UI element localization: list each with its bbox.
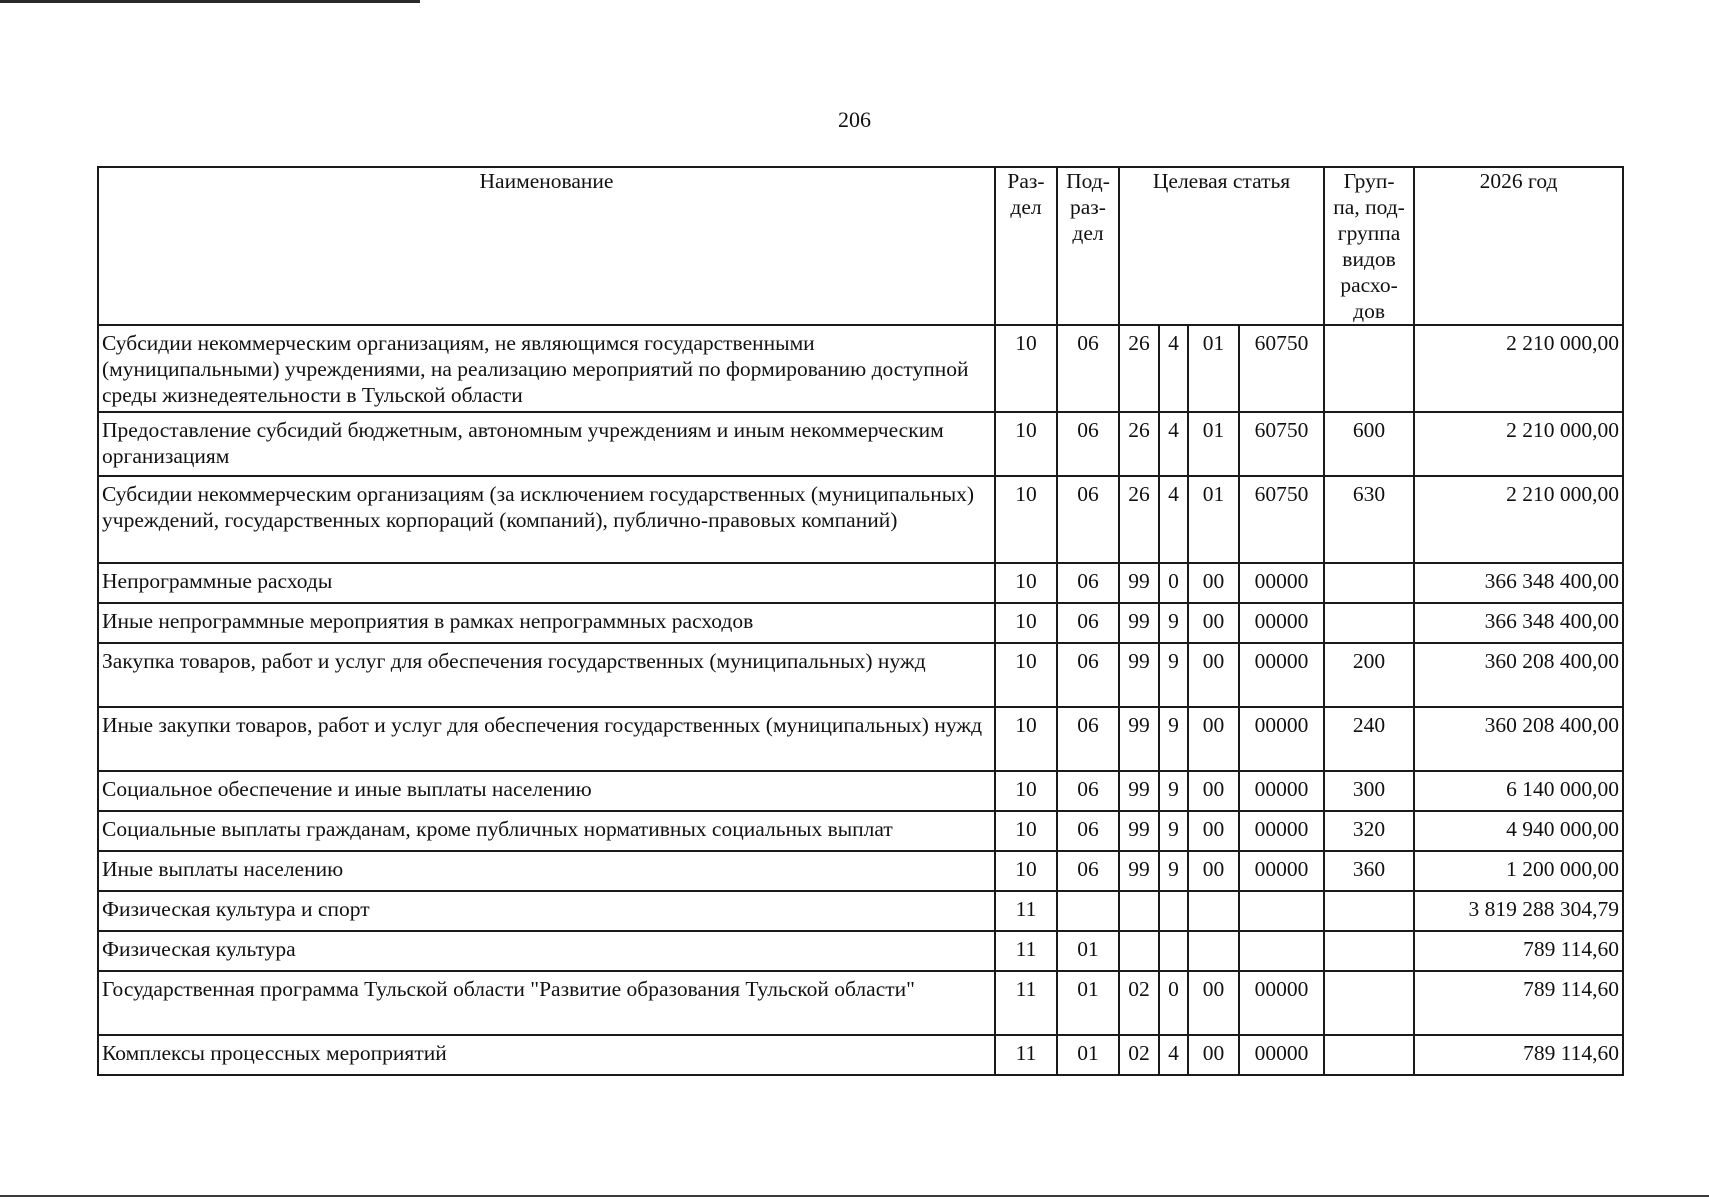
row-subsection-cell: 01 bbox=[1057, 1035, 1119, 1075]
row-target-direction-cell: 00000 bbox=[1239, 643, 1324, 707]
row-section-cell: 11 bbox=[995, 1035, 1057, 1075]
row-subsection-cell: 06 bbox=[1057, 476, 1119, 563]
row-name-cell: Иные непрограммные мероприятия в рамках непрограммных расходов bbox=[98, 603, 995, 643]
header-section bbox=[995, 167, 1057, 325]
header-group-line: расхо- bbox=[1340, 273, 1398, 297]
row-expense-group-cell bbox=[1324, 1035, 1414, 1075]
row-target-program-cell: 26 bbox=[1119, 325, 1159, 412]
row-section-cell: 10 bbox=[995, 707, 1057, 771]
row-target-program-cell bbox=[1119, 931, 1159, 971]
row-section-cell: 10 bbox=[995, 325, 1057, 412]
row-expense-group-cell: 360 bbox=[1324, 851, 1414, 891]
row-expense-group-cell: 200 bbox=[1324, 643, 1414, 707]
table-row bbox=[98, 563, 1623, 603]
header-group-line: Груп- bbox=[1343, 169, 1395, 193]
row-target-subprogram-cell bbox=[1159, 931, 1188, 971]
row-target-program-cell: 99 bbox=[1119, 603, 1159, 643]
scan-edge-top bbox=[0, 0, 420, 3]
row-name-cell: Субсидии некоммерческим организациям, не являющимся государственными (муниципальными) учреждениями, на реализацию мероприятий по формированию доступной среды жизнедеятельности в Тульской области bbox=[98, 325, 995, 412]
table-row bbox=[98, 707, 1623, 771]
row-subsection-cell: 06 bbox=[1057, 563, 1119, 603]
row-target-direction-cell bbox=[1239, 931, 1324, 971]
row-name-cell: Физическая культура bbox=[98, 931, 995, 971]
row-target-direction-cell bbox=[1239, 891, 1324, 931]
header-subsection bbox=[1057, 167, 1119, 325]
row-target-subprogram-cell: 9 bbox=[1159, 851, 1188, 891]
row-amount-cell: 3 819 288 304,79 bbox=[1414, 891, 1623, 931]
row-name-cell: Социальное обеспечение и иные выплаты населению bbox=[98, 771, 995, 811]
row-target-direction-cell: 60750 bbox=[1239, 325, 1324, 412]
row-amount-cell: 360 208 400,00 bbox=[1414, 707, 1623, 771]
row-target-subprogram-cell: 4 bbox=[1159, 325, 1188, 412]
row-expense-group-cell: 240 bbox=[1324, 707, 1414, 771]
row-target-subprogram-cell: 9 bbox=[1159, 603, 1188, 643]
row-target-subprogram-cell: 9 bbox=[1159, 643, 1188, 707]
table-row bbox=[98, 891, 1623, 931]
row-target-element-cell: 00 bbox=[1188, 603, 1239, 643]
row-expense-group-cell: 300 bbox=[1324, 771, 1414, 811]
row-target-program-cell: 02 bbox=[1119, 971, 1159, 1035]
row-target-program-cell: 99 bbox=[1119, 811, 1159, 851]
row-section-cell: 10 bbox=[995, 412, 1057, 476]
table-row bbox=[98, 643, 1623, 707]
row-target-direction-cell: 00000 bbox=[1239, 1035, 1324, 1075]
row-subsection-cell: 06 bbox=[1057, 811, 1119, 851]
row-name-cell: Иные выплаты населению bbox=[98, 851, 995, 891]
row-target-direction-cell: 60750 bbox=[1239, 476, 1324, 563]
header-section-line: дел bbox=[1010, 195, 1042, 219]
row-amount-cell: 6 140 000,00 bbox=[1414, 771, 1623, 811]
row-target-subprogram-cell: 4 bbox=[1159, 412, 1188, 476]
row-target-program-cell: 99 bbox=[1119, 851, 1159, 891]
table-row bbox=[98, 1035, 1623, 1075]
row-target-subprogram-cell: 9 bbox=[1159, 811, 1188, 851]
row-name-cell: Государственная программа Тульской области "Развитие образования Тульской области" bbox=[98, 971, 995, 1035]
table-row bbox=[98, 476, 1623, 563]
row-target-element-cell: 01 bbox=[1188, 412, 1239, 476]
row-target-program-cell: 02 bbox=[1119, 1035, 1159, 1075]
row-section-cell: 10 bbox=[995, 771, 1057, 811]
row-target-element-cell: 00 bbox=[1188, 851, 1239, 891]
row-expense-group-cell bbox=[1324, 563, 1414, 603]
page-number: 206 bbox=[838, 107, 871, 132]
table-row bbox=[98, 971, 1623, 1035]
row-target-program-cell: 26 bbox=[1119, 476, 1159, 563]
row-target-element-cell: 00 bbox=[1188, 707, 1239, 771]
header-expense-group bbox=[1324, 167, 1414, 325]
row-target-direction-cell: 00000 bbox=[1239, 971, 1324, 1035]
row-target-direction-cell: 00000 bbox=[1239, 603, 1324, 643]
row-section-cell: 11 bbox=[995, 931, 1057, 971]
header-subsection-line: раз- bbox=[1070, 195, 1106, 219]
row-section-cell: 11 bbox=[995, 971, 1057, 1035]
row-expense-group-cell bbox=[1324, 603, 1414, 643]
row-subsection-cell: 06 bbox=[1057, 771, 1119, 811]
row-target-element-cell bbox=[1188, 931, 1239, 971]
row-expense-group-cell: 320 bbox=[1324, 811, 1414, 851]
row-section-cell: 10 bbox=[995, 643, 1057, 707]
row-target-program-cell: 99 bbox=[1119, 643, 1159, 707]
row-target-subprogram-cell: 9 bbox=[1159, 771, 1188, 811]
row-name-cell: Непрограммные расходы bbox=[98, 563, 995, 603]
row-amount-cell: 2 210 000,00 bbox=[1414, 325, 1623, 412]
header-group-line: па, под- bbox=[1333, 195, 1405, 219]
header-section-line: Раз- bbox=[1007, 169, 1045, 193]
row-target-element-cell: 01 bbox=[1188, 476, 1239, 563]
table-body bbox=[98, 325, 1623, 1075]
row-target-element-cell: 00 bbox=[1188, 971, 1239, 1035]
row-subsection-cell: 06 bbox=[1057, 412, 1119, 476]
header-subsection-line: Под- bbox=[1066, 169, 1110, 193]
row-target-element-cell: 00 bbox=[1188, 811, 1239, 851]
row-target-element-cell: 01 bbox=[1188, 325, 1239, 412]
header-name: Наименование bbox=[98, 167, 995, 325]
row-amount-cell: 2 210 000,00 bbox=[1414, 476, 1623, 563]
scan-edge-bottom bbox=[0, 1195, 1709, 1197]
row-expense-group-cell bbox=[1324, 325, 1414, 412]
table-row bbox=[98, 603, 1623, 643]
row-target-program-cell: 99 bbox=[1119, 707, 1159, 771]
row-section-cell: 10 bbox=[995, 603, 1057, 643]
table-header-row bbox=[98, 167, 1623, 325]
row-amount-cell: 366 348 400,00 bbox=[1414, 603, 1623, 643]
table-row bbox=[98, 412, 1623, 476]
row-subsection-cell: 06 bbox=[1057, 851, 1119, 891]
row-subsection-cell: 06 bbox=[1057, 707, 1119, 771]
row-target-direction-cell: 00000 bbox=[1239, 851, 1324, 891]
row-target-program-cell: 99 bbox=[1119, 563, 1159, 603]
row-expense-group-cell bbox=[1324, 931, 1414, 971]
row-target-direction-cell: 00000 bbox=[1239, 811, 1324, 851]
row-subsection-cell: 01 bbox=[1057, 931, 1119, 971]
row-target-direction-cell: 00000 bbox=[1239, 771, 1324, 811]
row-amount-cell: 4 940 000,00 bbox=[1414, 811, 1623, 851]
row-amount-cell: 789 114,60 bbox=[1414, 1035, 1623, 1075]
row-section-cell: 10 bbox=[995, 811, 1057, 851]
row-expense-group-cell bbox=[1324, 971, 1414, 1035]
row-expense-group-cell: 630 bbox=[1324, 476, 1414, 563]
header-group-line: дов bbox=[1353, 299, 1385, 323]
row-name-cell: Предоставление субсидий бюджетным, автономным учреждениям и иным некоммерческим организациям bbox=[98, 412, 995, 476]
row-target-element-cell: 00 bbox=[1188, 563, 1239, 603]
header-year: 2026 год bbox=[1414, 167, 1623, 325]
row-target-direction-cell: 60750 bbox=[1239, 412, 1324, 476]
row-amount-cell: 789 114,60 bbox=[1414, 971, 1623, 1035]
header-group-line: видов bbox=[1342, 247, 1396, 271]
table-row bbox=[98, 931, 1623, 971]
table-row bbox=[98, 325, 1623, 412]
table-row bbox=[98, 851, 1623, 891]
row-target-direction-cell: 00000 bbox=[1239, 707, 1324, 771]
row-target-subprogram-cell: 0 bbox=[1159, 563, 1188, 603]
row-amount-cell: 2 210 000,00 bbox=[1414, 412, 1623, 476]
row-section-cell: 11 bbox=[995, 891, 1057, 931]
row-target-subprogram-cell: 4 bbox=[1159, 476, 1188, 563]
row-target-element-cell: 00 bbox=[1188, 1035, 1239, 1075]
row-subsection-cell bbox=[1057, 891, 1119, 931]
budget-table bbox=[97, 166, 1624, 1076]
row-amount-cell: 360 208 400,00 bbox=[1414, 643, 1623, 707]
row-target-program-cell: 99 bbox=[1119, 771, 1159, 811]
row-name-cell: Субсидии некоммерческим организациям (за исключением государственных (муниципальных) учреждений, государственных корпораций (компаний), публично-правовых компаний) bbox=[98, 476, 995, 563]
row-amount-cell: 1 200 000,00 bbox=[1414, 851, 1623, 891]
row-target-subprogram-cell: 0 bbox=[1159, 971, 1188, 1035]
row-subsection-cell: 06 bbox=[1057, 603, 1119, 643]
row-amount-cell: 366 348 400,00 bbox=[1414, 563, 1623, 603]
row-target-subprogram-cell bbox=[1159, 891, 1188, 931]
row-name-cell: Социальные выплаты гражданам, кроме публичных нормативных социальных выплат bbox=[98, 811, 995, 851]
header-subsection-line: дел bbox=[1072, 221, 1104, 245]
row-target-subprogram-cell: 9 bbox=[1159, 707, 1188, 771]
row-expense-group-cell: 600 bbox=[1324, 412, 1414, 476]
row-subsection-cell: 06 bbox=[1057, 643, 1119, 707]
row-target-element-cell: 00 bbox=[1188, 771, 1239, 811]
row-target-direction-cell: 00000 bbox=[1239, 563, 1324, 603]
row-name-cell: Комплексы процессных мероприятий bbox=[98, 1035, 995, 1075]
row-target-element-cell: 00 bbox=[1188, 643, 1239, 707]
table-row bbox=[98, 811, 1623, 851]
row-expense-group-cell bbox=[1324, 891, 1414, 931]
header-group-line: группа bbox=[1337, 221, 1401, 245]
row-target-element-cell bbox=[1188, 891, 1239, 931]
row-name-cell: Физическая культура и спорт bbox=[98, 891, 995, 931]
row-target-subprogram-cell: 4 bbox=[1159, 1035, 1188, 1075]
row-subsection-cell: 01 bbox=[1057, 971, 1119, 1035]
row-target-program-cell bbox=[1119, 891, 1159, 931]
row-section-cell: 10 bbox=[995, 563, 1057, 603]
row-section-cell: 10 bbox=[995, 851, 1057, 891]
header-target-article: Целевая статья bbox=[1119, 167, 1324, 325]
row-amount-cell: 789 114,60 bbox=[1414, 931, 1623, 971]
row-name-cell: Иные закупки товаров, работ и услуг для обеспечения государственных (муниципальных) нужд bbox=[98, 707, 995, 771]
row-name-cell: Закупка товаров, работ и услуг для обеспечения государственных (муниципальных) нужд bbox=[98, 643, 995, 707]
row-target-program-cell: 26 bbox=[1119, 412, 1159, 476]
row-subsection-cell: 06 bbox=[1057, 325, 1119, 412]
table-row bbox=[98, 771, 1623, 811]
row-section-cell: 10 bbox=[995, 476, 1057, 563]
